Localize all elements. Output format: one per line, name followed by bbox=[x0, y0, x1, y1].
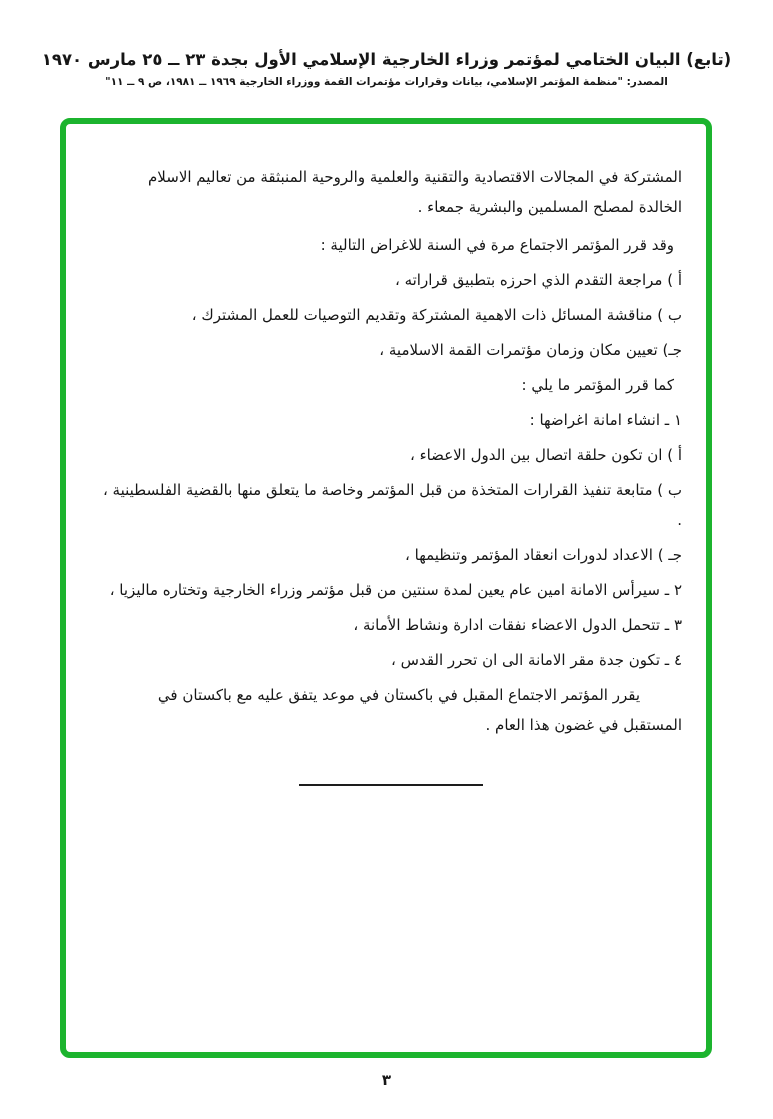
highlight-region-border bbox=[60, 118, 712, 1058]
body-line: جـ ) الاعداد لدورات انعقاد المؤتمر وتنظيمها ، bbox=[405, 546, 682, 564]
page-number: ٣ bbox=[381, 1071, 392, 1089]
body-line: أ ) ان تكون حلقة اتصال بين الدول الاعضاء ، bbox=[409, 446, 682, 464]
document-body bbox=[66, 124, 706, 786]
section-divider bbox=[299, 784, 483, 786]
body-line: أ ) مراجعة التقدم الذي احرزه بتطبيق قراراته ، bbox=[394, 271, 682, 289]
document-header bbox=[0, 50, 773, 88]
body-line: ١ ـ انشاء امانة اغراضها : bbox=[529, 411, 682, 429]
body-line: ٢ ـ سيرأس الامانة امين عام يعين لمدة سنتين من قبل مؤتمر وزراء الخارجية وتختاره ماليزيا ، bbox=[109, 581, 682, 599]
body-line: وقد قرر المؤتمر الاجتماع مرة في السنة للاغراض التالية : bbox=[320, 236, 674, 254]
body-line: ٣ ـ تتحمل الدول الاعضاء نفقات ادارة ونشاط الأمانة ، bbox=[353, 616, 682, 634]
body-line: جـ) تعيين مكان وزمان مؤتمرات القمة الاسلامية ، bbox=[379, 341, 682, 359]
body-line: المشتركة في المجالات الاقتصادية والتقنية والعلمية والروحية المنبثقة من تعاليم الاسلام الخالدة لمصلح المسلمين والبشرية جمعاء . bbox=[148, 168, 682, 216]
source-citation: المصدر: "منظمة المؤتمر الإسلامي، بيانات وقرارات مؤتمرات القمة ووزراء الخارجية ١٩٦٩ ــ ١٩٨١، ص ٩ ــ ١١" bbox=[105, 76, 668, 88]
body-line: كما قرر المؤتمر ما يلي : bbox=[521, 376, 674, 394]
body-line: يقرر المؤتمر الاجتماع المقبل في باكستان في موعد يتفق عليه مع باكستان في المستقبل في غضون هذا العام . bbox=[157, 686, 682, 734]
body-line: ب ) مناقشة المسائل ذات الاهمية المشتركة وتقديم التوصيات للعمل المشترك ، bbox=[191, 306, 682, 324]
body-line: ٤ ـ تكون جدة مقر الامانة الى ان تحرر القدس ، bbox=[391, 651, 682, 669]
page-title: (تابع) البيان الختامي لمؤتمر وزراء الخارجية الإسلامي الأول بجدة ٢٣ ــ ٢٥ مارس ١٩٧٠ bbox=[41, 50, 732, 69]
body-line: ب ) متابعة تنفيذ القرارات المتخذة من قبل المؤتمر وخاصة ما يتعلق منها بالقضية الفلسطينية ، . bbox=[102, 481, 682, 529]
